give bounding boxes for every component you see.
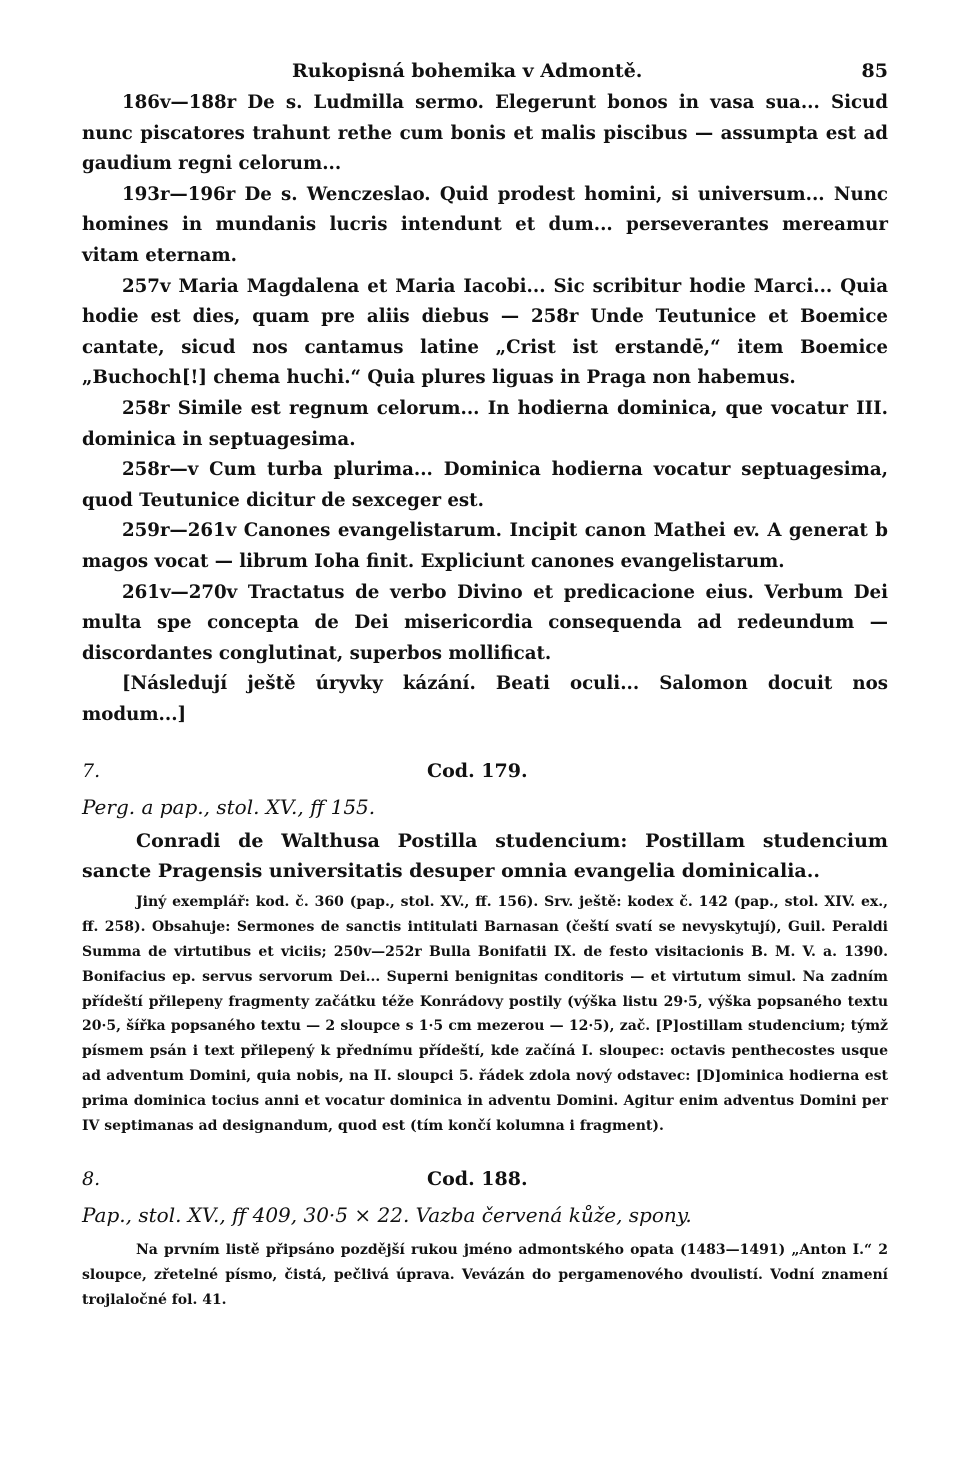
codex-title: Cod. 179. (427, 760, 528, 783)
codex-header (82, 1160, 888, 1196)
running-title: Rukopisná bohemika v Admontě. (292, 60, 643, 82)
codex-title: Cod. 188. (427, 1168, 528, 1191)
codex-description: Perg. a pap., stol. XV., ff 155. (82, 795, 376, 820)
paragraph: 261v—270v Tractatus de verbo Divino et predicacione eius. Verbum Dei multa spe concepta de Dei misericordia consequenda ad redeundum — discordantes conglutinat, superbos mollificat. (82, 581, 888, 664)
codex-number: 8. (82, 1168, 101, 1191)
paragraph: 193r—196r De s. Wenczeslao. Quid prodest homini, si universum... Nunc homines in mundanis lucris intendunt et dum... perseverantes mereamur vitam eternam. (82, 183, 888, 266)
paragraph: 186v—188r De s. Ludmilla sermo. Elegerunt bonos in vasa sua... Sicud nunc piscatores trahunt rethe cum bonis et malis piscibus — assumpta est ad gaudium regni celorum... (82, 92, 888, 175)
codex-header (82, 752, 888, 788)
page-header (82, 52, 888, 88)
paragraph: [Následují ještě úryvky kázání. Beati oculi... Salomon docuit nos modum...] (82, 673, 888, 725)
codex-notes: Na prvním listě připsáno pozdější rukou jméno admontského opata (1483—1491) „Anton I.“ 2 sloupce, zřetelné písmo, čistá, pečlivá úprava. Vevázán do pergamenového dvoulistí. Vodní znamení trojlaločné fol. 41. (82, 1242, 888, 1309)
paragraph: 259r—261v Canones evangelistarum. Incipit canon Mathei ev. A generat b magos vocat — librum Ioha finit. Expliciunt canones evangelistarum. (82, 520, 888, 572)
codex-heading: Conradi de Walthusa Postilla studencium: Postillam studencium sancte Pragensis universitatis desuper omnia evangelia dominicalia.. (82, 830, 888, 883)
codex-notes: Jiný exemplář: kod. č. 360 (pap., stol. XV., ff. 156). Srv. ještě: kodex č. 142 (pap., stol. XIV. ex., ff. 258). Obsahuje: Sermones de sanctis intitulati Barnasan (čeští svatí se nevyskytují), Guil. Peraldi Summa de virtutibus et viciis; 250v—252r Bulla Bonifatii IX. de festo visitacionis B. M. V. a. 1390. Bonifacius ep. servus servorum Dei... Superni benignitas conditoris — et virtutum simul. Na zadním přídeští přilepeny fragmenty začátku téže Konrádovy postily (výška listu 29·5, výška popsaného textu 20·5, šířka popsaného textu — 2 sloupce s 1·5 cm mezerou — 12·5), zač. [P]ostillam studencium; týmž písmem psán i text přilepený k přednímu přídeští, kde začíná I. sloupec: octavis penthecostes usque ad adventum Domini, quia nobis, na II. sloupci 5. řádek zdola nový odstavec: [D]ominica hodierna est prima dominica tocius anni et vocatur dominica in adventu Domini. Agitur enim adventus Domini per IV septimanas ad designandum, quod est (tím končí kolumna i fragment). (82, 894, 888, 1134)
paragraph: 257v Maria Magdalena et Maria Iacobi... Sic scribitur hodie Marci... Quia hodie est dies, quam pre aliis diebus — 258r Unde Teutunice et Boemice cantate, sicud nos cantamus latine „Crist ist erstandē,“ item Boemice „Buchoch[!] chema huchi.“ Quia plures liguas in Praga non habemus. (82, 275, 888, 389)
codex-entry (82, 752, 888, 1138)
codex-entry (82, 1160, 888, 1312)
page-number: 85 (861, 60, 888, 82)
page (82, 52, 888, 1313)
paragraph: 258r—v Cum turba plurima... Dominica hodierna vocatur septuagesima, quod Teutunice dicitur de sexceger est. (82, 459, 888, 511)
paragraph: 258r Simile est regnum celorum... In hodierna dominica, que vocatur III. dominica in septuagesima. (82, 397, 888, 450)
codex-number: 7. (82, 760, 101, 783)
codex-description: Pap., stol. XV., ff 409, 30·5 × 22. Vazba červená kůže, spony. (82, 1203, 692, 1228)
